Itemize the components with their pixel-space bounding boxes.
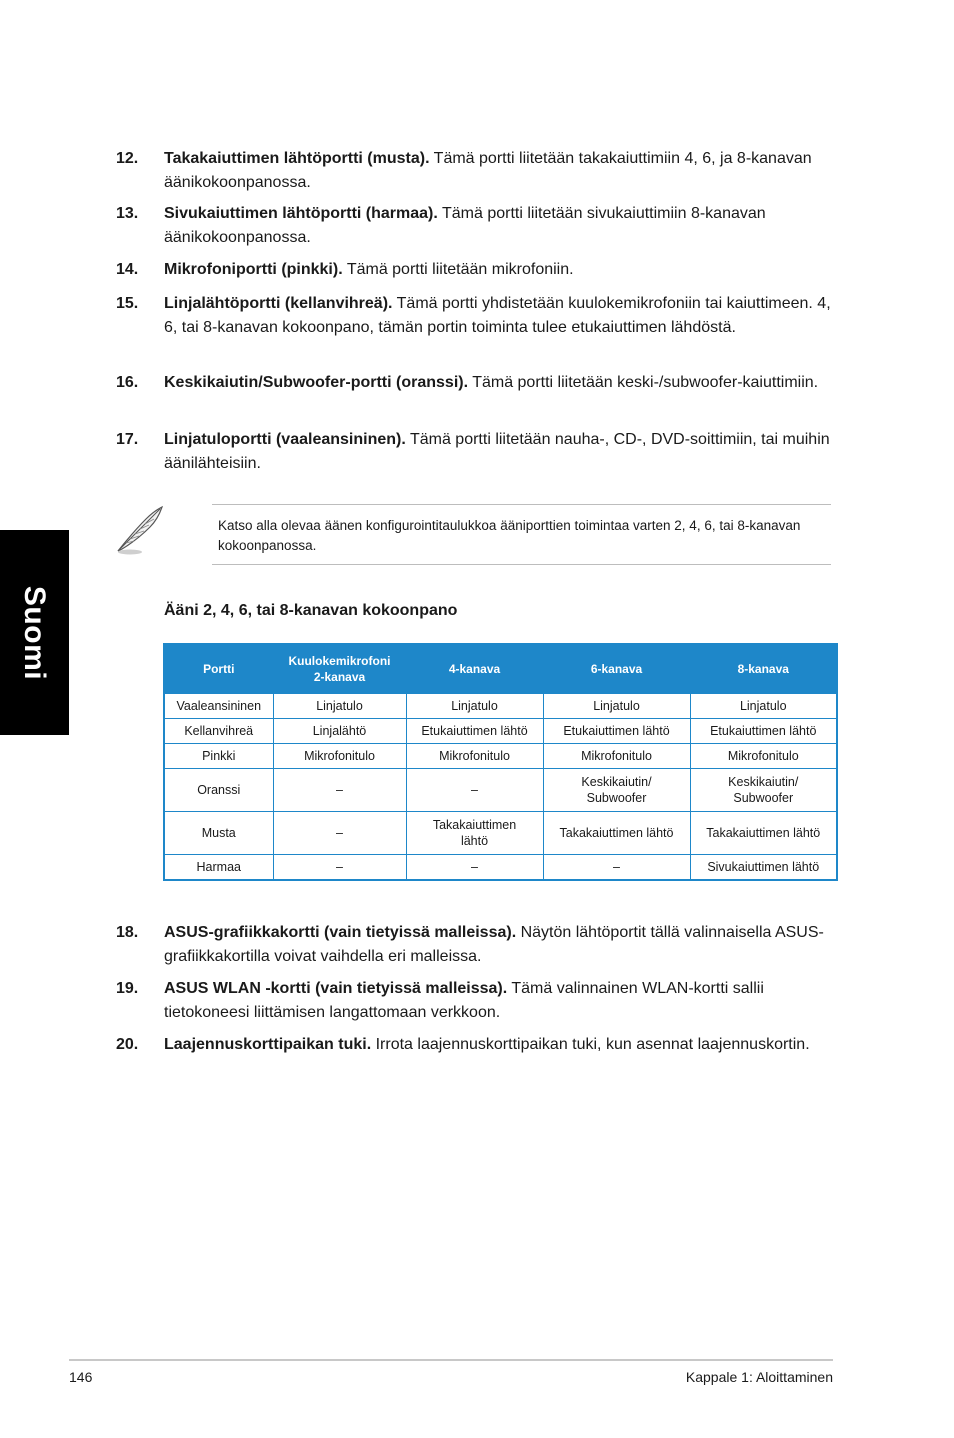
item-text: Tämä valinnainen WLAN-kortti sallii tietokoneesi liittämisen langattomaan verkkoon. [164, 980, 764, 1021]
item-heading: Linjalähtöportti (kellanvihreä). [164, 295, 393, 312]
table-cell: Linjatulo [406, 694, 543, 719]
table-cell: Mikrofonitulo [406, 744, 543, 769]
table-cell: Linjatulo [273, 694, 406, 719]
table-row [164, 719, 837, 744]
item-number: 12. [116, 150, 139, 167]
list-item-16 [116, 371, 836, 395]
table-cell: Linjatulo [543, 694, 690, 719]
table-cell: Musta [164, 812, 273, 855]
item-heading: ASUS-grafiikkakortti (vain tietyissä malleissa). [164, 924, 517, 941]
item-heading: Linjatuloportti (vaaleansininen). [164, 431, 406, 448]
table-row [164, 855, 837, 881]
item-heading: Laajennuskorttipaikan tuki. [164, 1036, 372, 1053]
item-number: 17. [116, 431, 139, 448]
table-title: Ääni 2, 4, 6, tai 8-kanavan kokoonpano [164, 602, 458, 619]
language-side-tab [0, 530, 69, 735]
table-cell: Takakaiuttimen lähtö [690, 812, 837, 855]
table-body [164, 694, 837, 881]
item-text: Tämä portti liitetään keski-/subwoofer-kaiuttimiin. [468, 374, 819, 391]
chapter-title: Kappale 1: Aloittaminen [685, 1369, 833, 1385]
table-row [164, 694, 837, 719]
table-cell: – [406, 855, 543, 881]
feather-pen-icon [112, 503, 166, 555]
table-cell: Mikrofonitulo [273, 744, 406, 769]
table-cell: Harmaa [164, 855, 273, 881]
item-number: 20. [116, 1036, 139, 1053]
item-heading: Mikrofoniportti (pinkki). [164, 261, 343, 278]
table-cell: – [273, 855, 406, 881]
table-cell: – [543, 855, 690, 881]
table-header-cell: Portti [164, 644, 273, 694]
table-cell: Oranssi [164, 769, 273, 812]
item-text: Tämä portti liitetään takakaiuttimiin 4, 6, ja 8-kanavan äänikokoonpanossa. [164, 150, 812, 191]
table-cell: – [273, 769, 406, 812]
list-item-20 [116, 1033, 836, 1057]
table-cell: Linjatulo [690, 694, 837, 719]
table-row [164, 769, 837, 812]
table-header-row [164, 644, 837, 694]
item-number: 13. [116, 205, 139, 222]
item-number: 15. [116, 295, 139, 312]
list-item-13 [116, 202, 836, 249]
footer-rule [69, 1359, 833, 1361]
table-cell: Takakaiuttimen lähtö [406, 812, 543, 855]
item-number: 18. [116, 924, 139, 941]
table-row [164, 744, 837, 769]
item-number: 14. [116, 261, 139, 278]
table-cell: Sivukaiuttimen lähtö [690, 855, 837, 881]
table-header-cell: 6-kanava [543, 644, 690, 694]
table-cell: Keskikaiutin/ Subwoofer [690, 769, 837, 812]
list-item-15 [116, 292, 836, 339]
table-cell: Linjalähtö [273, 719, 406, 744]
list-item-14 [116, 258, 836, 282]
item-heading: Keskikaiutin/Subwoofer-portti (oranssi). [164, 374, 469, 391]
item-heading: Takakaiuttimen lähtöportti (musta). [164, 150, 430, 167]
item-text: Tämä portti liitetään nauha-, CD-, DVD-soittimiin, tai muihin äänilähteisiin. [164, 431, 830, 472]
table-row [164, 812, 837, 855]
note-top-rule [212, 504, 831, 505]
table-cell: Etukaiuttimen lähtö [690, 719, 837, 744]
list-item-19 [116, 977, 836, 1024]
list-item-18 [116, 921, 836, 968]
note-bottom-rule [212, 564, 831, 565]
table-header-cell: 8-kanava [690, 644, 837, 694]
table-cell: Kellanvihreä [164, 719, 273, 744]
table-cell: – [406, 769, 543, 812]
item-heading: ASUS WLAN -kortti (vain tietyissä malleissa). [164, 980, 508, 997]
item-text: Tämä portti liitetään sivukaiuttimiin 8-kanavan äänikokoonpanossa. [164, 205, 766, 246]
table-cell: Pinkki [164, 744, 273, 769]
table-cell: Takakaiuttimen lähtö [543, 812, 690, 855]
item-number: 19. [116, 980, 139, 997]
audio-config-table [163, 643, 838, 881]
item-heading: Sivukaiuttimen lähtöportti (harmaa). [164, 205, 438, 222]
table-cell: Keskikaiutin/ Subwoofer [543, 769, 690, 812]
table-cell: Mikrofonitulo [690, 744, 837, 769]
table-cell: – [273, 812, 406, 855]
item-number: 16. [116, 374, 139, 391]
table-header-cell: Kuulokemikrofoni 2-kanava [273, 644, 406, 694]
list-item-17 [116, 428, 836, 475]
table-cell: Etukaiuttimen lähtö [543, 719, 690, 744]
table-cell: Vaaleansininen [164, 694, 273, 719]
table-header-cell: 4-kanava [406, 644, 543, 694]
page-number: 146 [69, 1369, 93, 1385]
item-text: Tämä portti liitetään mikrofoniin. [342, 261, 574, 278]
item-text: Näytön lähtöportit tällä valinnaisella ASUS-grafiikkakortilla voivat vaihdella eri malleissa. [164, 924, 824, 965]
list-item-12 [116, 147, 836, 194]
item-text: Tämä portti yhdistetään kuulokemikrofoniin tai kaiuttimeen. 4, 6, tai 8-kanavan kokoonpano, tämän portin toiminta tulee etukaiuttimen lähdöstä. [164, 295, 831, 336]
note-text: Katso alla olevaa äänen konfigurointitaulukkoa ääniporttien toimintaa varten 2, 4, 6, tai 8-kanavan kokoonpanossa. [218, 518, 801, 553]
side-tab-label: Suomi [18, 585, 52, 680]
table-cell: Mikrofonitulo [543, 744, 690, 769]
table-cell: Etukaiuttimen lähtö [406, 719, 543, 744]
item-text: Irrota laajennuskorttipaikan tuki, kun asennat laajennuskortin. [371, 1036, 810, 1053]
